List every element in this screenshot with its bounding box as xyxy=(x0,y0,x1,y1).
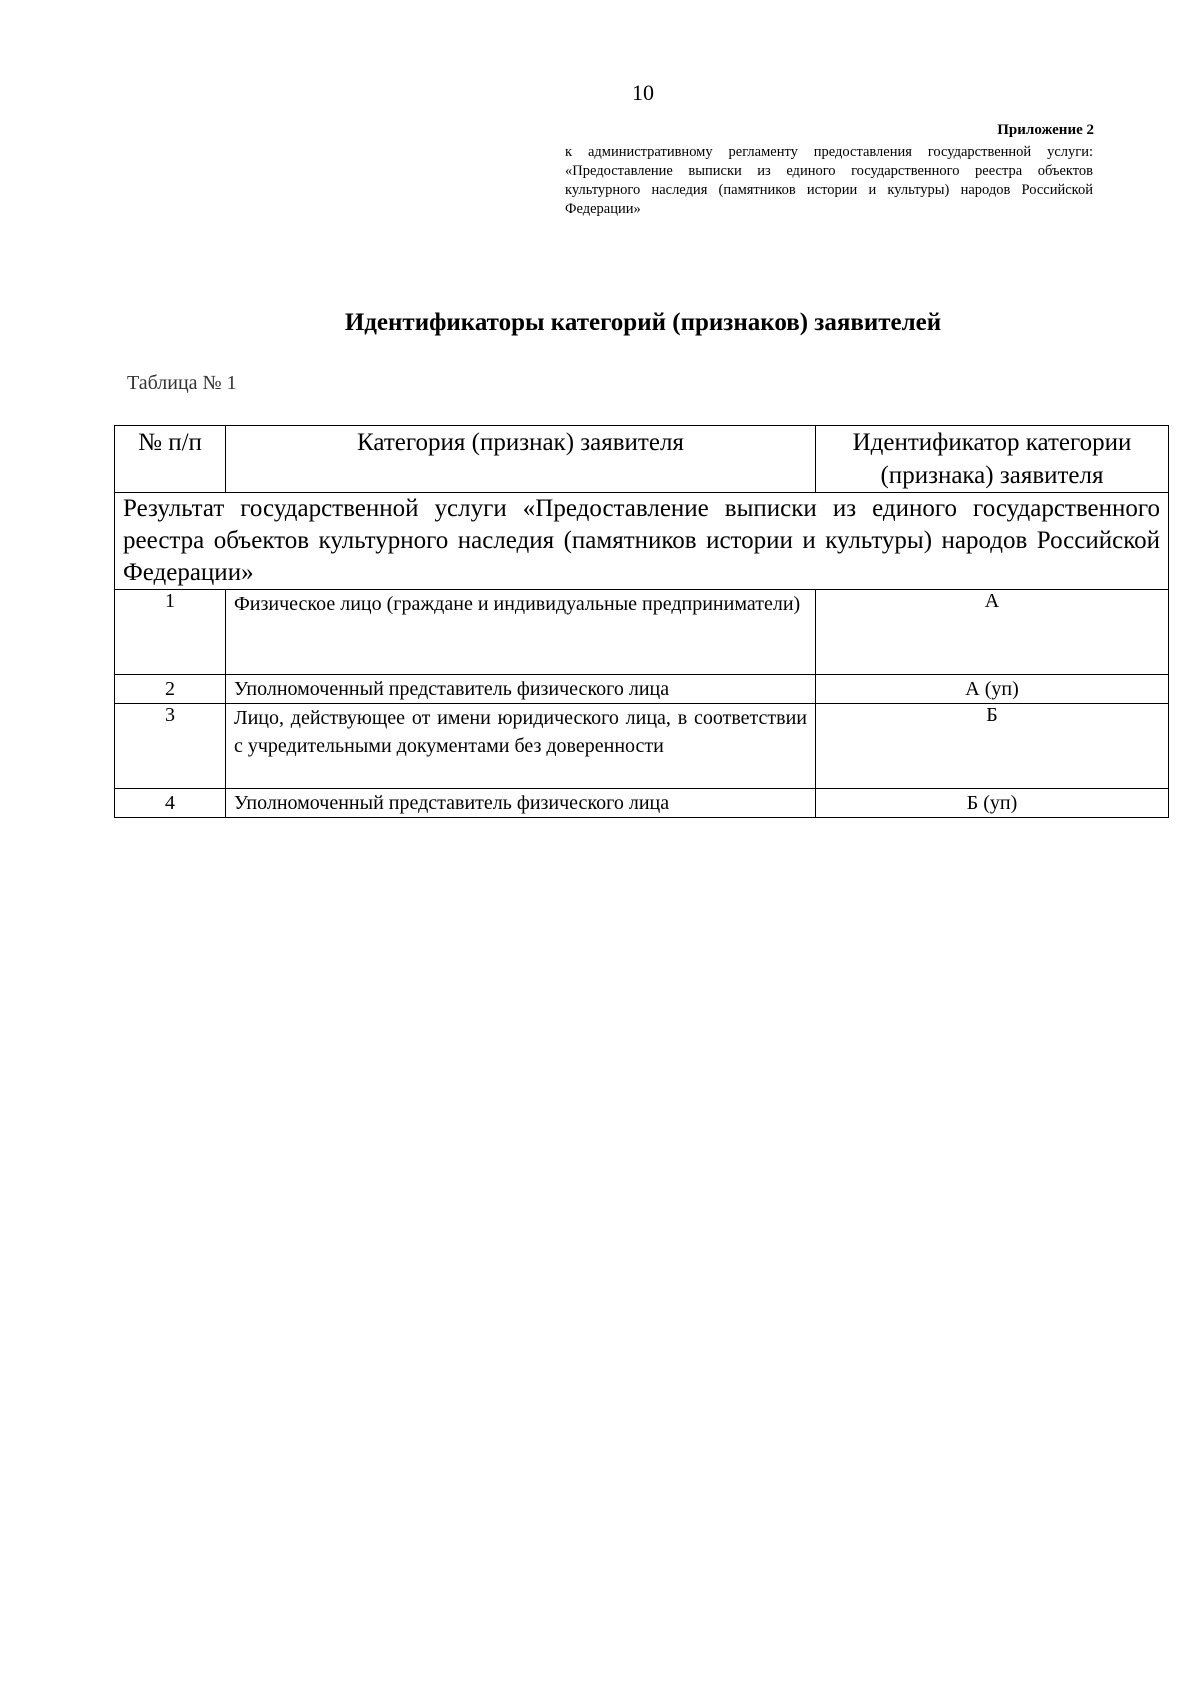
result-cell: Результат государственной услуги «Предоставление выписки из единого государственного реестра объектов культурного наследия (памятников истории и культуры) народов Российской Федерации» xyxy=(115,493,1169,590)
table-header-row xyxy=(115,426,1169,493)
row-number: 3 xyxy=(115,704,226,789)
page-number: 10 xyxy=(632,80,654,105)
row-identifier: А (уп) xyxy=(816,675,1169,704)
row-number: 1 xyxy=(115,590,226,675)
appendix-text: к административному регламенту предоставления государственной услуги: «Предоставление выписки из единого государственного реестра объектов культурного наследия (памятников истории и культуры) народов Российской Федерации» xyxy=(565,144,1093,217)
row-category: Уполномоченный представитель физического лица xyxy=(226,675,816,704)
row-category: Уполномоченный представитель физического лица xyxy=(226,789,816,818)
header-identifier: Идентификатор категории (признака) заявителя xyxy=(816,426,1169,493)
row-category: Физическое лицо (граждане и индивидуальные предприниматели) xyxy=(226,590,816,675)
table-caption: Таблица № 1 xyxy=(127,372,237,394)
result-row xyxy=(115,493,1169,590)
table-row xyxy=(115,675,1169,704)
document-title: Идентификаторы категорий (признаков) заявителей xyxy=(344,309,942,336)
row-identifier: А xyxy=(816,590,1169,675)
row-identifier: Б xyxy=(816,704,1169,789)
header-category: Категория (признак) заявителя xyxy=(226,426,816,493)
table-row xyxy=(115,789,1169,818)
table-row xyxy=(115,590,1169,675)
appendix-title: Приложение 2 xyxy=(997,122,1094,138)
applicants-table xyxy=(114,425,1169,818)
row-identifier: Б (уп) xyxy=(816,789,1169,818)
row-category: Лицо, действующее от имени юридического лица, в соответствии с учредительными документами без доверенности xyxy=(226,704,816,789)
table-row xyxy=(115,704,1169,789)
row-number: 4 xyxy=(115,789,226,818)
header-number: № п/п xyxy=(115,426,226,493)
row-number: 2 xyxy=(115,675,226,704)
